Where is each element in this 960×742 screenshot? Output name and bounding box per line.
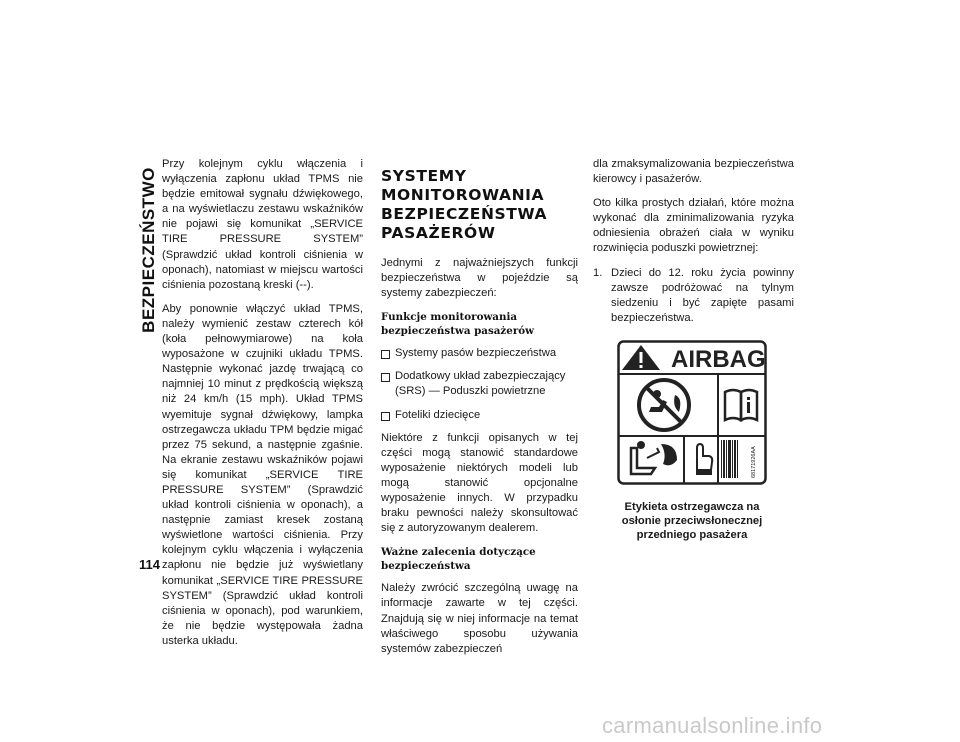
subheading-functions: Funkcje monitorowania bezpieczeństwa pasażerów bbox=[381, 311, 534, 338]
label-part-code: 68171926AA bbox=[751, 446, 757, 478]
paragraph-intro: Jednymi z najważniejszych funkcji bezpieczeństwa w pojeździe są systemy zabezpieczeń: bbox=[381, 257, 578, 300]
column-right bbox=[593, 157, 794, 542]
paragraph-optional-equipment: Niektóre z funkcji opisanych w tej części mogą stanowić standardowe wyposażenie niektórych modeli lub mogą stanowić opcjonalne wyposażenie innych. W przypadku braku pewności należy skonsultować się z autoryzowanym dealerem. bbox=[381, 431, 578, 535]
numbered-item bbox=[593, 266, 794, 326]
column-middle bbox=[381, 157, 578, 666]
airbag-label-title: AIRBAG bbox=[671, 345, 766, 373]
bullet-text: Dodatkowy układ zabezpieczający (SRS) — Poduszki powietrzne bbox=[395, 370, 566, 398]
bullet-item bbox=[381, 408, 578, 423]
section-side-tab bbox=[138, 166, 160, 334]
watermark: carmanualsonline.info bbox=[602, 713, 823, 738]
paragraph-tpms-cycle: Przy kolejnym cyklu włączenia i wyłączenia zapłonu układ TPMS nie będzie emitował sygnału dźwiękowego, a na wyświetlaczu zestawu wskaźników nie pojawi się komunikat „SERVICE TIRE PRESSURE SYSTEM” (Sprawdzić układ kontroli ciśnienia w oponach), natomiast w miejscu wartości ciśnienia pozostaną kreski (--). bbox=[162, 158, 363, 291]
checkbox-square-icon bbox=[381, 373, 390, 382]
column-left bbox=[162, 157, 363, 658]
section-side-tab-label: BEZPIECZEŃSTWO bbox=[139, 167, 159, 333]
item-number: 1. bbox=[593, 266, 603, 279]
bullet-text: Foteliki dziecięce bbox=[395, 408, 481, 421]
airbag-label-image bbox=[617, 340, 767, 485]
page-number: 114 bbox=[139, 557, 160, 572]
bullet-text: Systemy pasów bezpieczeństwa bbox=[395, 347, 557, 360]
airbag-warning-label-figure bbox=[617, 340, 767, 542]
barcode-icon bbox=[721, 440, 738, 478]
figure-caption: Etykieta ostrzegawcza na osłonie przeciwsłonecznej przedniego pasażera bbox=[621, 501, 763, 542]
checkbox-square-icon bbox=[381, 412, 390, 421]
subheading-safety-tips: Ważne zalecenia dotyczące bezpieczeństwa bbox=[381, 546, 536, 573]
paragraph-continuation: dla zmaksymalizowania bezpieczeństwa kierowcy i pasażerów. bbox=[593, 158, 794, 186]
section-heading: SYSTEMY MONITOROWANIA BEZPIECZEŃSTWA PASAŻERÓW bbox=[381, 167, 548, 242]
bullet-item bbox=[381, 369, 578, 399]
bullet-item bbox=[381, 346, 578, 361]
paragraph-tpms-reenable: Aby ponownie włączyć układ TPMS, należy wymienić zestaw czterech kół (koła pełnowymiarowe) na koła wyposażone w czujniki układu TPMS. Następnie wykonać jazdę trwającą co najmniej 10 minut z prędkością większą niż 24 km/h (15 mph). Układ TPMS wyemituje sygnał dźwiękowy, lampka ostrzegawcza układu TPM będzie migać przez 75 sekund, a następnie zgaśnie. Na ekranie zestawu wskaźników pojawi się komunikat „SERVICE TIRE PRESSURE SYSTEM” (Sprawdzić układ kontroli ciśnienia w oponach), a następnie zamiast kresek zostaną wyświetlone wartości ciśnienia. Przy kolejnym cyklu włączenia i wyłączenia zapłonu nie będzie już wyświetlany komunikat „SERVICE TIRE PRESSURE SYSTEM” (Sprawdzić układ kontroli ciśnienia w oponach), pod warunkiem, że nie będzie występowała żadna usterka układu. bbox=[162, 302, 363, 647]
item-text: Dzieci do 12. roku życia powinny zawsze podróżować na tylnym siedzeniu i być zapięte pasami bezpieczeństwa. bbox=[611, 266, 794, 324]
paragraph-simple-steps: Oto kilka prostych działań, które można wykonać dla zminimalizowania ryzyka odniesienia obrażeń ciała w wyniku rozwinięcia poduszki powietrznej: bbox=[593, 197, 794, 255]
paragraph-safety-info: Należy zwrócić szczególną uwagę na informacje zawarte w tej części. Znajdują się w niej informacje na temat właściwego sposobu używania systemów zabezpieczeń bbox=[381, 582, 578, 655]
checkbox-square-icon bbox=[381, 350, 390, 359]
